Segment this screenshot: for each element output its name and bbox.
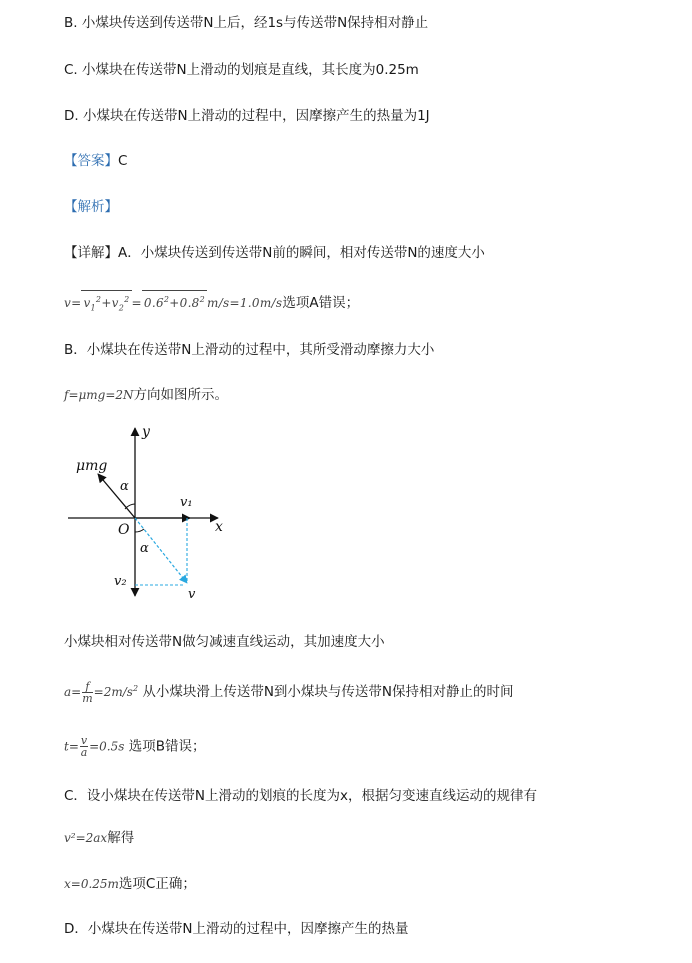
v2-formula-line	[64, 829, 134, 847]
detail-label: 【详解】	[64, 245, 118, 261]
detail-a-text: A．小煤块传送到传送带N前的瞬间，相对传送带N的速度大小	[118, 245, 485, 261]
detail-a-intro	[64, 244, 485, 262]
time-formula-line	[64, 735, 205, 758]
velocity-formula: $v= v_1^2+v_2^2 = 0.6^2+0.8^2$ m/s=1.0m/s	[64, 296, 282, 310]
analysis-label: 【解析】	[64, 199, 118, 215]
option-d: D. 小煤块在传送带N上滑动的过程中，因摩擦产生的热量为1J	[64, 108, 430, 124]
y-label: y	[142, 424, 150, 440]
answer-label: 【答案】	[64, 153, 118, 169]
v2-suffix: 解得	[107, 830, 135, 846]
accel-rhs: $=2m/s^2$	[93, 684, 139, 699]
x-label: x	[215, 519, 223, 535]
answer-line	[64, 152, 127, 170]
v-label: v	[188, 587, 196, 602]
detail-d-intro: D．小煤块在传送带N上滑动的过程中，因摩擦产生的热量	[64, 921, 409, 937]
alpha-bottom-label: α	[140, 541, 149, 556]
x-suffix: 选项C正确；	[118, 876, 196, 892]
v1-label: v₁	[180, 495, 193, 510]
velocity-suffix: 选项A错误；	[282, 295, 360, 311]
option-b: B. 小煤块传送到传送带N上后，经1s与传送带N保持相对静止	[64, 15, 429, 31]
force-diagram	[60, 418, 240, 608]
alpha-arc-bottom	[135, 529, 144, 532]
x-formula-line	[64, 875, 196, 893]
answer-value: C	[118, 153, 128, 169]
friction-suffix: 方向如图所示。	[133, 387, 229, 403]
accel-fraction: $\frac{f}{m}$	[82, 679, 93, 705]
time-rhs: =0.5s	[89, 739, 125, 754]
accel-formula-line	[64, 680, 514, 704]
friction-formula-line	[64, 386, 228, 404]
detail-b-intro: B．小煤块在传送带N上滑动的过程中，其所受滑动摩擦力大小	[64, 342, 435, 358]
alpha-top-label: α	[120, 479, 129, 494]
friction-label: μmg	[76, 458, 108, 474]
friction-formula: f=μmg=2N	[64, 388, 134, 402]
accel-lhs: a=	[64, 685, 82, 699]
time-lhs: t=	[64, 739, 79, 754]
origin-label: O	[118, 522, 130, 538]
accel-intro: 小煤块相对传送带N做匀减速直线运动，其加速度大小	[64, 634, 385, 650]
option-c: C. 小煤块在传送带N上滑动的划痕是直线，其长度为0.25m	[64, 62, 419, 78]
time-fraction: $\frac{v}{a}$	[80, 734, 88, 759]
v2-formula: v²=2ax	[64, 831, 108, 845]
time-suffix: 选项B错误；	[128, 738, 206, 755]
velocity-formula-line	[64, 290, 359, 317]
accel-suffix: 从小煤块滑上传送带N到小煤块与传送带N保持相对静止的时间	[142, 684, 514, 700]
v2-label: v₂	[114, 574, 127, 589]
detail-c-intro: C．设小煤块在传送带N上滑动的划痕的长度为x，根据匀变速直线运动的规律有	[64, 788, 538, 804]
friction-arrow	[98, 474, 135, 518]
x-formula: x=0.25m	[64, 877, 119, 891]
